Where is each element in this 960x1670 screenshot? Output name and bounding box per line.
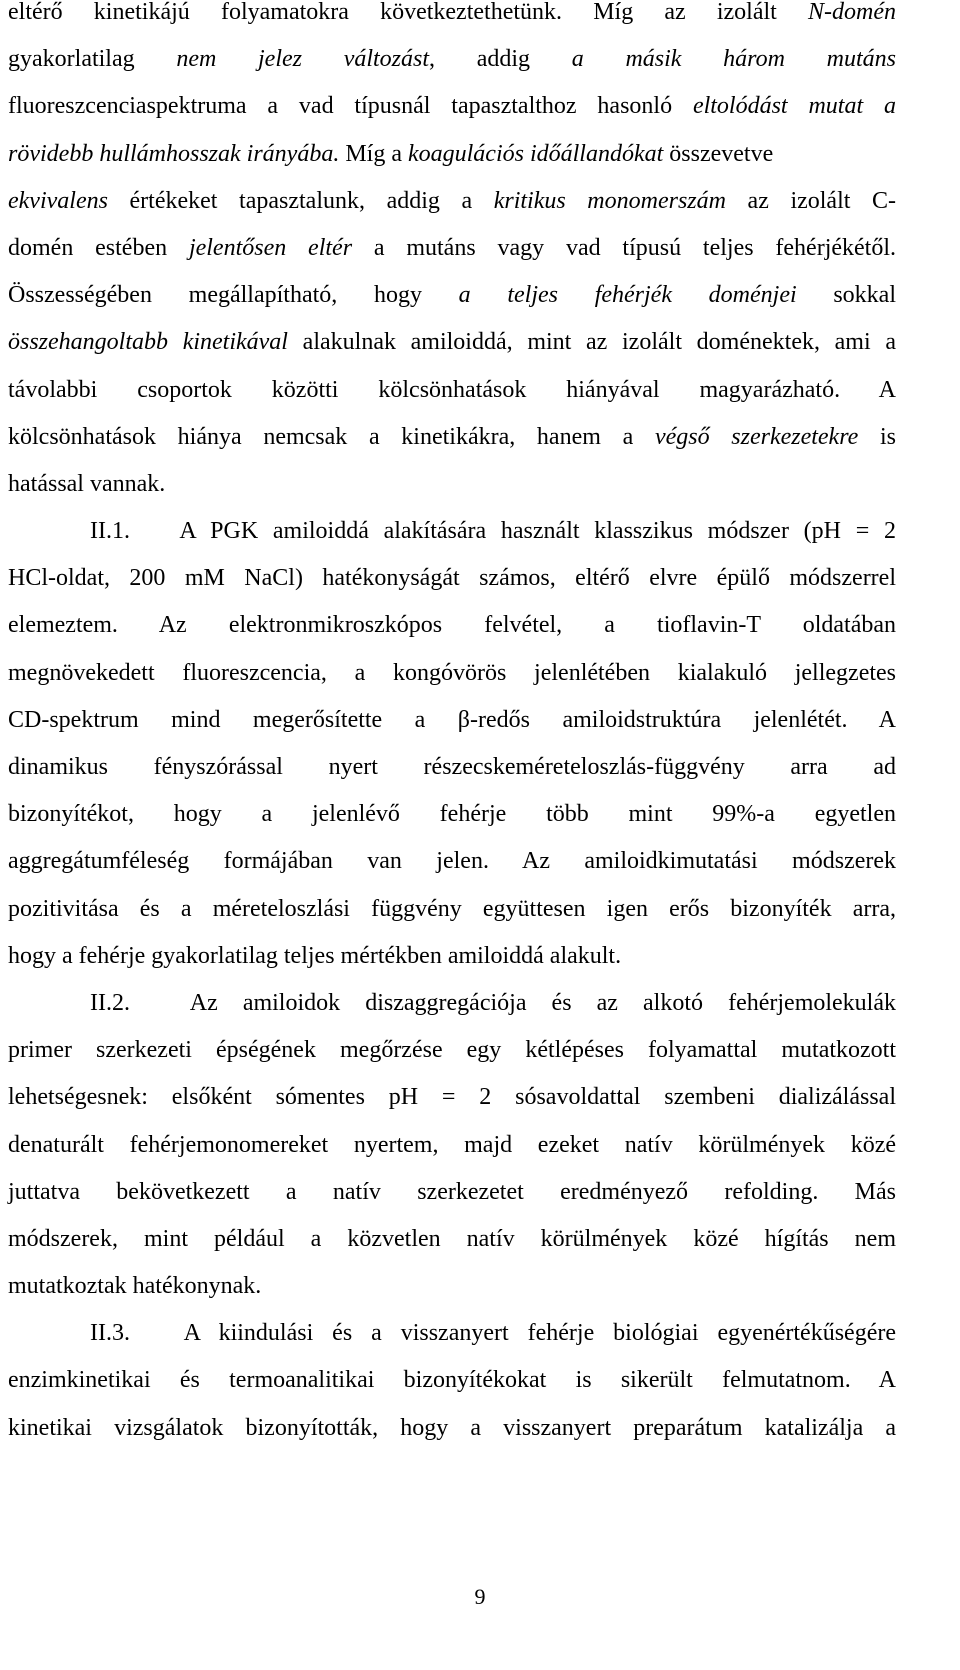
text-line: gyakorlatilag nem jelez változást, addig a másik három mutáns xyxy=(8,46,896,73)
text-line: fluoreszcenciaspektruma a vad típusnál tapasztalthoz hasonló eltolódást mutat a xyxy=(8,93,896,120)
text-line: dinamikus fényszórással nyert részecskeméreteloszlás-függvény arra ad xyxy=(8,754,896,780)
text-line: Összességében megállapítható, hogy a teljes fehérjék doménjei sokkal xyxy=(8,282,896,309)
text-line: mutatkoztak hatékonynak. xyxy=(8,1273,262,1300)
text-line: primer szerkezeti épségének megőrzése egy kétlépéses folyamattal mutatkozott xyxy=(8,1037,896,1064)
text-line: elemeztem. Az elektronmikroszkópos felvétel, a tioflavin-T oldatában xyxy=(8,612,896,639)
text-line: enzimkinetikai és termoanalitikai bizonyítékokat is sikerült felmutatnom. A xyxy=(8,1367,896,1394)
text-line: hatással vannak. xyxy=(8,470,166,497)
text-line: módszerek, mint például a közvetlen natív körülmények közé hígítás nem xyxy=(8,1225,896,1252)
text-line: eltérő kinetikájú folyamatokra következtethetünk. Míg az izolált N-domén xyxy=(8,0,896,25)
text-line: megnövekedett fluoreszcencia, a kongóvörös jelenlétében kialakuló jellegzetes xyxy=(8,659,896,686)
text-line: rövidebb hullámhosszak irányába. Míg a koagulációs időállandókat összevetve xyxy=(8,140,774,167)
text-line: összehangoltabb kinetikával alakulnak amiloiddá, mint az izolált doménektek, ami a xyxy=(8,329,896,356)
text-line: lehetségesnek: elsőként sómentes pH = 2 sósavoldattal szembeni dializálással xyxy=(8,1084,896,1111)
text-line: juttatva bekövetkezett a natív szerkezetet eredményező refolding. Más xyxy=(8,1178,896,1205)
text-line: hogy a fehérje gyakorlatilag teljes mértékben amiloiddá alakult. xyxy=(8,942,622,969)
text-line: II.2. Az amiloidok diszaggregációja és az alkotó fehérjemolekulák xyxy=(90,989,896,1016)
text-line: kölcsönhatások hiánya nemcsak a kinetikákra, hanem a végső szerkezetekre is xyxy=(8,423,897,450)
text-line: II.1. A PGK amiloiddá alakítására használt klasszikus módszer (pH = 2 xyxy=(90,518,896,545)
document-body xyxy=(8,0,896,1452)
text-line: denaturált fehérjemonomereket nyertem, majd ezeket natív körülmények közé xyxy=(8,1131,896,1158)
text-line: ekvivalens értékeket tapasztalunk, addig a kritikus monomerszám az izolált C- xyxy=(8,187,897,214)
text-line: kinetikai vizsgálatok bizonyították, hogy a visszanyert preparátum katalizálja a xyxy=(8,1414,896,1441)
text-line: pozitivitása és a méreteloszlási függvény együttesen igen erős bizonyíték arra, xyxy=(8,895,896,922)
text-line: bizonyítékot, hogy a jelenlévő fehérje több mint 99%-a egyetlen xyxy=(8,801,896,828)
text-line: II.3. A kiindulási és a visszanyert fehérje biológiai egyenértékűségére xyxy=(90,1320,896,1347)
text-line: aggregátumféleség formájában van jelen. Az amiloidkimutatási módszerek xyxy=(8,848,896,875)
text-line: távolabbi csoportok közötti kölcsönhatások hiányával magyarázható. A xyxy=(8,376,896,403)
text-line: CD-spektrum mind megerősítette a β-redős amiloidstruktúra jelenlétét. A xyxy=(8,706,896,733)
page-number: 9 xyxy=(474,1584,486,1609)
text-line: HCl-oldat, 200 mM NaCl) hatékonyságát számos, eltérő elvre épülő módszerrel xyxy=(8,565,896,592)
text-line: domén estében jelentősen eltér a mutáns vagy vad típusú teljes fehérjékétől. xyxy=(8,234,896,261)
